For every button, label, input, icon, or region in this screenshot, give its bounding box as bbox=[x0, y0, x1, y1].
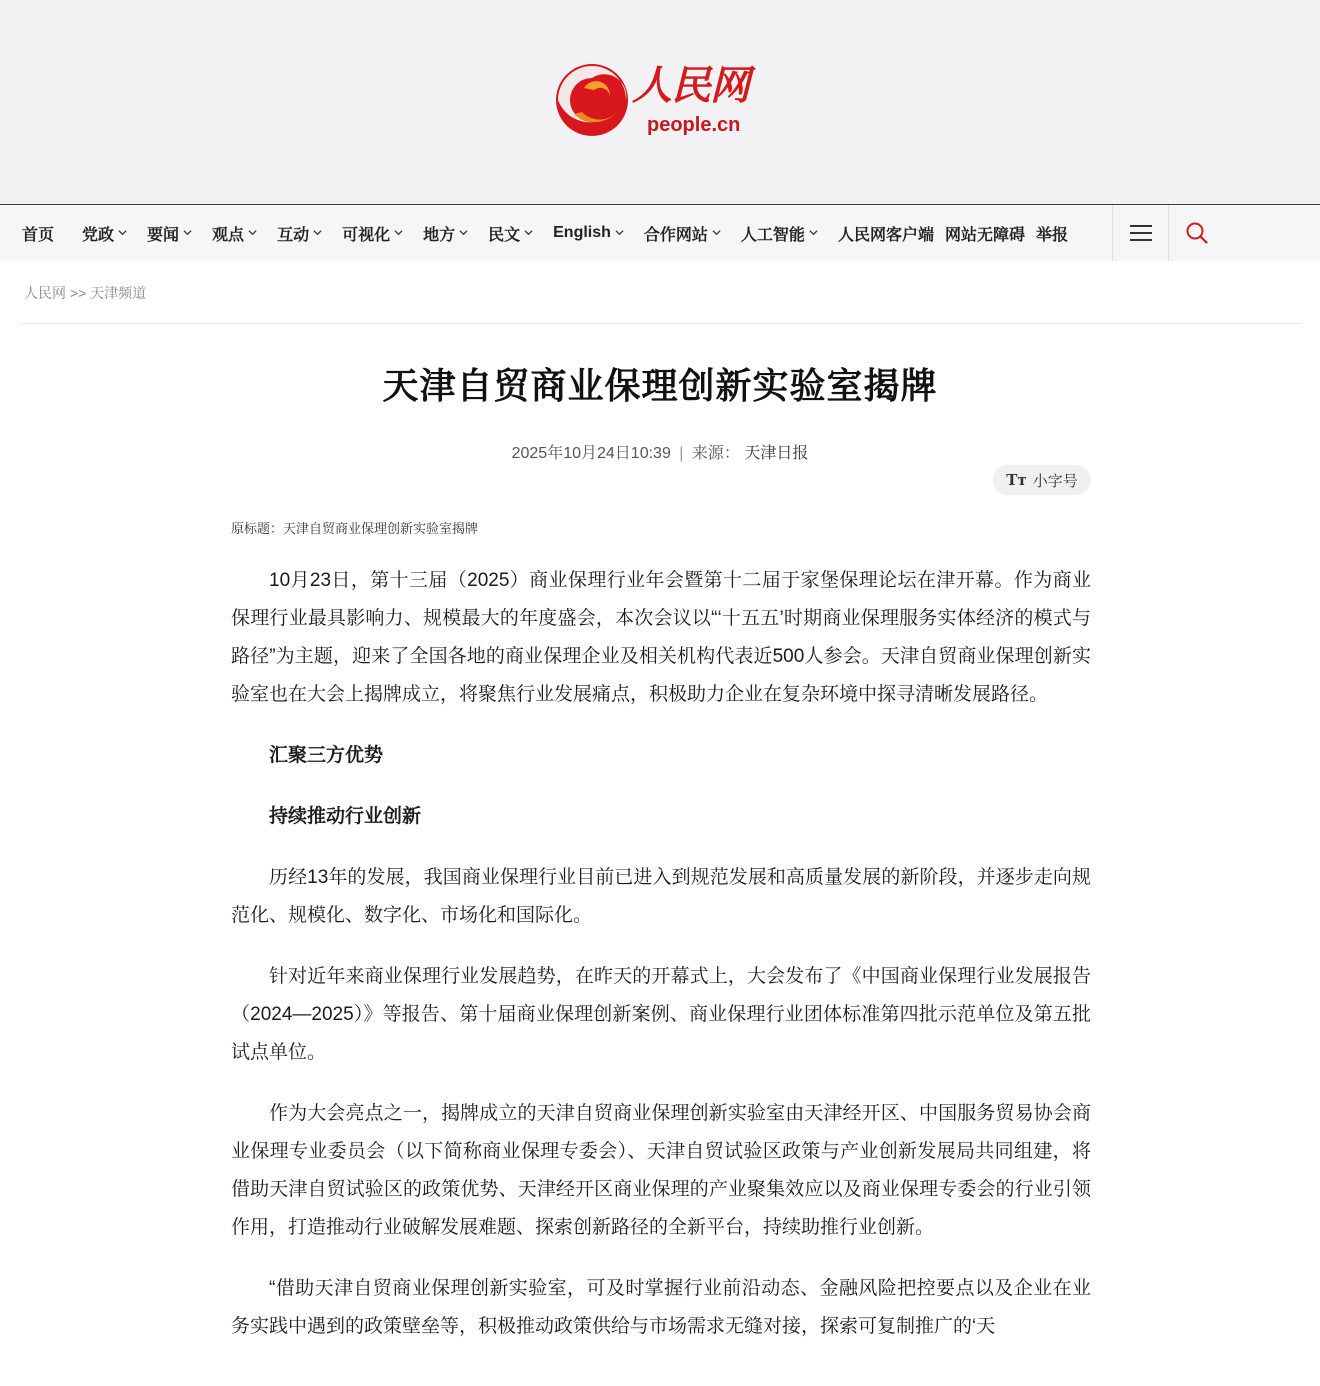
nav-item[interactable] bbox=[147, 222, 192, 245]
breadcrumb bbox=[24, 283, 146, 303]
nav-item-label: 党政 bbox=[82, 226, 115, 244]
site-logo[interactable] bbox=[554, 58, 774, 142]
article-paragraph: 作为大会亮点之一，揭牌成立的天津自贸商业保理创新实验室由天津经开区、中国服务贸易协会商业保理专业委员会（以下简称商业保理专委会）、天津自贸试验区政策与产业创新发展局共同组建，将借助天津自贸试验区的政策优势、天津经开区商业保理的产业聚集效应以及商业保理专委会的行业引领作用，打造推动行业破解发展难题、探索创新路径的全新平台，持续助推行业创新。 bbox=[231, 1103, 1091, 1238]
hamburger-menu-icon bbox=[1130, 224, 1152, 242]
site-header bbox=[0, 0, 1320, 205]
nav-item[interactable] bbox=[838, 222, 934, 245]
nav-item-label: 首页 bbox=[22, 226, 55, 244]
breadcrumb-home-link[interactable]: 人民网 bbox=[24, 285, 66, 301]
logo-text-cn: 人民网 bbox=[632, 62, 749, 109]
nav-tools bbox=[1112, 205, 1224, 261]
nav-item-label: 合作网站 bbox=[643, 226, 708, 244]
article-body bbox=[231, 562, 1091, 1369]
article-paragraph: 针对近年来商业保理行业发展趋势，在昨天的开幕式上，大会发布了《中国商业保理行业发展报告（2024—2025）》等报告、第十届商业保理创新案例、商业保理行业团体标准第四批示范单位及第五批试点单位。 bbox=[231, 966, 1091, 1063]
original-title: 原标题：天津自贸商业保理创新实验室揭牌 bbox=[231, 521, 479, 536]
nav-item[interactable] bbox=[488, 222, 533, 245]
chevron-down-icon bbox=[394, 228, 403, 237]
nav-item-label: English bbox=[553, 224, 611, 241]
font-size-label: 小字号 bbox=[1032, 472, 1078, 490]
menu-button[interactable] bbox=[1112, 205, 1168, 261]
chevron-down-icon bbox=[118, 228, 127, 237]
logo-text-en: people.cn bbox=[647, 114, 741, 136]
nav-item[interactable] bbox=[644, 222, 721, 245]
nav-item-label: 要闻 bbox=[147, 226, 180, 244]
nav-item[interactable] bbox=[212, 222, 257, 245]
nav-item-label: 举报 bbox=[1035, 226, 1068, 244]
nav-item[interactable] bbox=[277, 222, 322, 245]
nav-item[interactable] bbox=[945, 222, 1025, 245]
breadcrumb-divider bbox=[21, 323, 1301, 324]
chevron-down-icon bbox=[615, 228, 624, 237]
nav-item-label: 互动 bbox=[277, 226, 310, 244]
chevron-down-icon bbox=[809, 228, 818, 237]
nav-item[interactable] bbox=[82, 222, 127, 245]
chevron-down-icon bbox=[313, 228, 322, 237]
chevron-down-icon bbox=[248, 228, 257, 237]
nav-item-label: 民文 bbox=[488, 226, 521, 244]
article-source-link[interactable]: 天津日报 bbox=[744, 445, 809, 462]
article-paragraph: “借助天津自贸商业保理创新实验室，可及时掌握行业前沿动态、金融风险把控要点以及企业在业务实践中遇到的政策壁垒等，积极推动政策供给与市场需求无缝对接，探索可复制推广的‘天 bbox=[231, 1278, 1091, 1337]
chevron-down-icon bbox=[524, 228, 533, 237]
main-nav bbox=[0, 205, 1320, 261]
nav-item-label: 观点 bbox=[212, 226, 245, 244]
source-label: 来源： bbox=[691, 445, 740, 462]
search-icon bbox=[1186, 222, 1208, 244]
breadcrumb-separator: >> bbox=[69, 285, 87, 301]
article-meta bbox=[0, 440, 1320, 463]
article-subheading: 汇聚三方优势 bbox=[269, 745, 384, 766]
chevron-down-icon bbox=[183, 228, 192, 237]
nav-item-label: 人工智能 bbox=[740, 226, 805, 244]
article-title: 天津自贸商业保理创新实验室揭牌 bbox=[382, 365, 938, 406]
nav-items bbox=[0, 205, 1079, 261]
nav-item[interactable] bbox=[553, 224, 624, 242]
article-datetime: 2025年10月24日10:39 bbox=[511, 445, 671, 462]
nav-item-label: 地方 bbox=[423, 226, 456, 244]
nav-item[interactable] bbox=[342, 222, 403, 245]
article-paragraph: 10月23日，第十三届（2025）商业保理行业年会暨第十二届于家堡保理论坛在津开幕。作为商业保理行业最具影响力、规模最大的年度盛会，本次会议以“‘十五五’时期商业保理服务实体经济的模式与路径”为主题，迎来了全国各地的商业保理企业及相关机构代表近500人参会。天津自贸商业保理创新实验室也在大会上揭牌成立，将聚焦行业发展痛点，积极助力企业在复杂环境中探寻清晰发展路径。 bbox=[231, 570, 1091, 705]
logo-swirl-icon bbox=[554, 62, 630, 138]
search-button[interactable] bbox=[1168, 205, 1224, 261]
nav-item[interactable] bbox=[423, 222, 468, 245]
font-size-toggle-button[interactable] bbox=[993, 465, 1091, 495]
breadcrumb-channel-link[interactable]: 天津频道 bbox=[90, 285, 147, 301]
nav-item-label: 可视化 bbox=[342, 226, 391, 244]
nav-item-label: 网站无障碍 bbox=[944, 226, 1025, 244]
nav-item[interactable] bbox=[741, 222, 818, 245]
article-subheading: 持续推动行业创新 bbox=[269, 806, 422, 827]
font-size-icon: Tт bbox=[1006, 471, 1027, 489]
meta-separator: | bbox=[679, 445, 684, 462]
chevron-down-icon bbox=[712, 228, 721, 237]
article-paragraph: 历经13年的发展，我国商业保理行业目前已进入到规范发展和高质量发展的新阶段，并逐步走向规范化、规模化、数字化、市场化和国际化。 bbox=[231, 867, 1091, 926]
chevron-down-icon bbox=[459, 228, 468, 237]
nav-item[interactable] bbox=[22, 222, 54, 245]
nav-item[interactable] bbox=[1036, 222, 1068, 245]
nav-item-label: 人民网客户端 bbox=[837, 226, 934, 244]
